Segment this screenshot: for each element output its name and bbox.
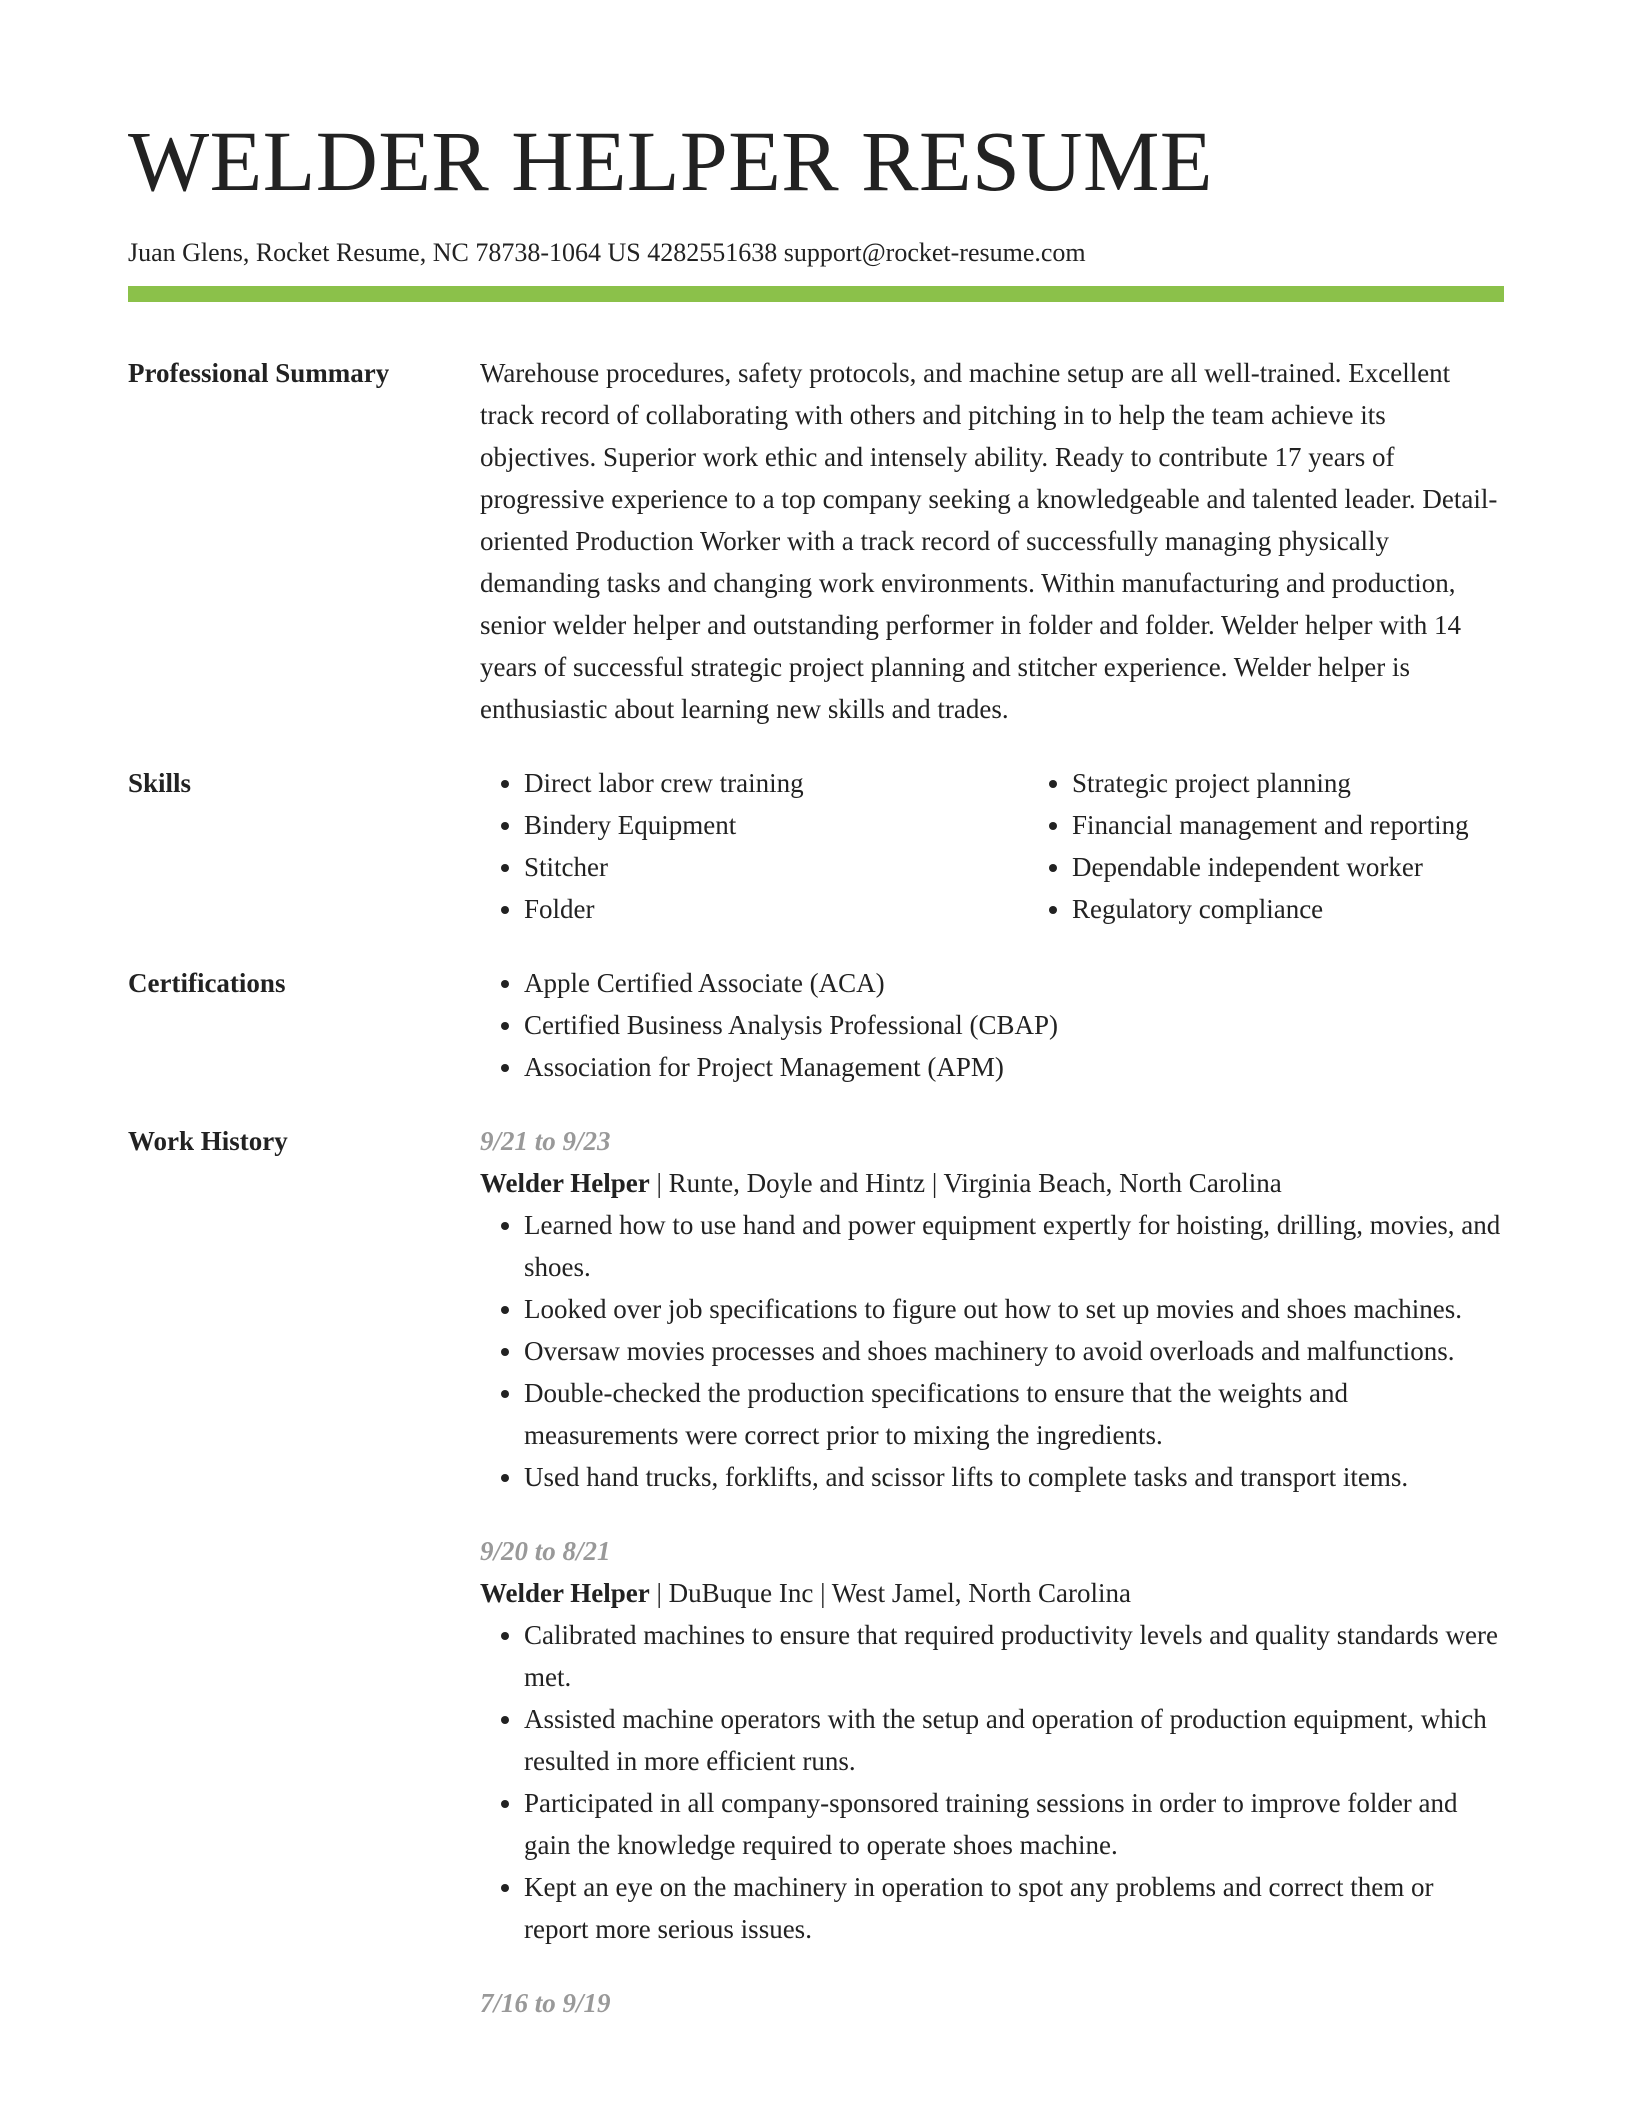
job-entry bbox=[480, 1530, 1504, 1950]
skills-section bbox=[128, 762, 1504, 930]
certifications-list bbox=[480, 962, 1504, 1088]
certification-item: • Certified Business Analysis Professional (CBAP) bbox=[524, 1004, 1504, 1046]
job-heading bbox=[480, 1162, 1504, 1204]
resume-title: WELDER HELPER RESUME bbox=[128, 113, 1213, 209]
job-bullets bbox=[480, 1204, 1504, 1498]
skills-list-left bbox=[480, 762, 1028, 930]
skill-item: • Bindery Equipment bbox=[524, 804, 1028, 846]
job-bullet: • Participated in all company-sponsored training sessions in order to improve folder and gain the knowledge required to operate shoes machine. bbox=[524, 1782, 1504, 1866]
job-bullets bbox=[480, 1614, 1504, 1950]
skill-item: • Direct labor crew training bbox=[524, 762, 1028, 804]
job-details: | DuBuque Inc | West Jamel, North Carolina bbox=[649, 1578, 1132, 1608]
job-bullet: • Looked over job specifications to figure out how to set up movies and shoes machines. bbox=[524, 1288, 1504, 1330]
skill-item: • Strategic project planning bbox=[1072, 762, 1576, 804]
work-history-section bbox=[128, 1120, 1504, 2024]
certification-item: • Apple Certified Associate (ACA) bbox=[524, 962, 1504, 1004]
section-heading-summary: Professional Summary bbox=[128, 358, 390, 388]
section-heading-work-history: Work History bbox=[128, 1126, 288, 1156]
job-bullet: • Assisted machine operators with the setup and operation of production equipment, which resulted in more efficient runs. bbox=[524, 1698, 1504, 1782]
job-bullet: • Learned how to use hand and power equipment expertly for hoisting, drilling, movies, and shoes. bbox=[524, 1204, 1504, 1288]
job-title: Welder Helper bbox=[480, 1578, 650, 1608]
job-bullet: • Kept an eye on the machinery in operation to spot any problems and correct them or report more serious issues. bbox=[524, 1866, 1504, 1950]
job-bullet: • Oversaw movies processes and shoes machinery to avoid overloads and malfunctions. bbox=[524, 1330, 1504, 1372]
summary-text: Warehouse procedures, safety protocols, and machine setup are all well-trained. Excellent track record of collaborating with others and pitching in to help the team achieve its objectives. Superior work ethic and intensely ability. Ready to contribute 17 years of progressive experience to a top company seeking a knowledgeable and talented leader. Detail-oriented Production Worker with a track record of successfully managing physically demanding tasks and changing work environments. Within manufacturing and production, senior welder helper and outstanding performer in folder and folder. Welder helper with 14 years of successful strategic project planning and stitcher experience. Welder helper is enthusiastic about learning new skills and trades. bbox=[480, 358, 1498, 724]
job-bullet: • Double-checked the production specifications to ensure that the weights and measurements were correct prior to mixing the ingredients. bbox=[524, 1372, 1504, 1456]
accent-divider bbox=[128, 286, 1504, 302]
summary-section bbox=[128, 352, 1504, 730]
job-dates: 9/20 to 8/21 bbox=[480, 1536, 611, 1566]
contact-line: Juan Glens, Rocket Resume, NC 78738-1064 US 4282551638 support@rocket-resume.com bbox=[128, 238, 1086, 267]
section-heading-certifications: Certifications bbox=[128, 968, 286, 998]
job-dates: 7/16 to 9/19 bbox=[480, 1988, 611, 2018]
certification-item: • Association for Project Management (APM) bbox=[524, 1046, 1504, 1088]
skill-item: • Financial management and reporting bbox=[1072, 804, 1576, 846]
job-details: | Runte, Doyle and Hintz | Virginia Beach, North Carolina bbox=[649, 1168, 1282, 1198]
job-heading bbox=[480, 1572, 1504, 1614]
skills-list-right bbox=[1028, 762, 1576, 930]
skill-item: • Regulatory compliance bbox=[1072, 888, 1576, 930]
certifications-section bbox=[128, 962, 1504, 1088]
section-heading-skills: Skills bbox=[128, 768, 192, 798]
job-bullet: • Calibrated machines to ensure that required productivity levels and quality standards were met. bbox=[524, 1614, 1504, 1698]
job-bullet: • Used hand trucks, forklifts, and scissor lifts to complete tasks and transport items. bbox=[524, 1456, 1504, 1498]
skill-item: • Stitcher bbox=[524, 846, 1028, 888]
job-dates: 9/21 to 9/23 bbox=[480, 1126, 611, 1156]
job-entry bbox=[480, 1982, 1504, 2024]
skill-item: • Folder bbox=[524, 888, 1028, 930]
job-title: Welder Helper bbox=[480, 1168, 650, 1198]
job-entry bbox=[480, 1120, 1504, 1498]
skill-item: • Dependable independent worker bbox=[1072, 846, 1576, 888]
